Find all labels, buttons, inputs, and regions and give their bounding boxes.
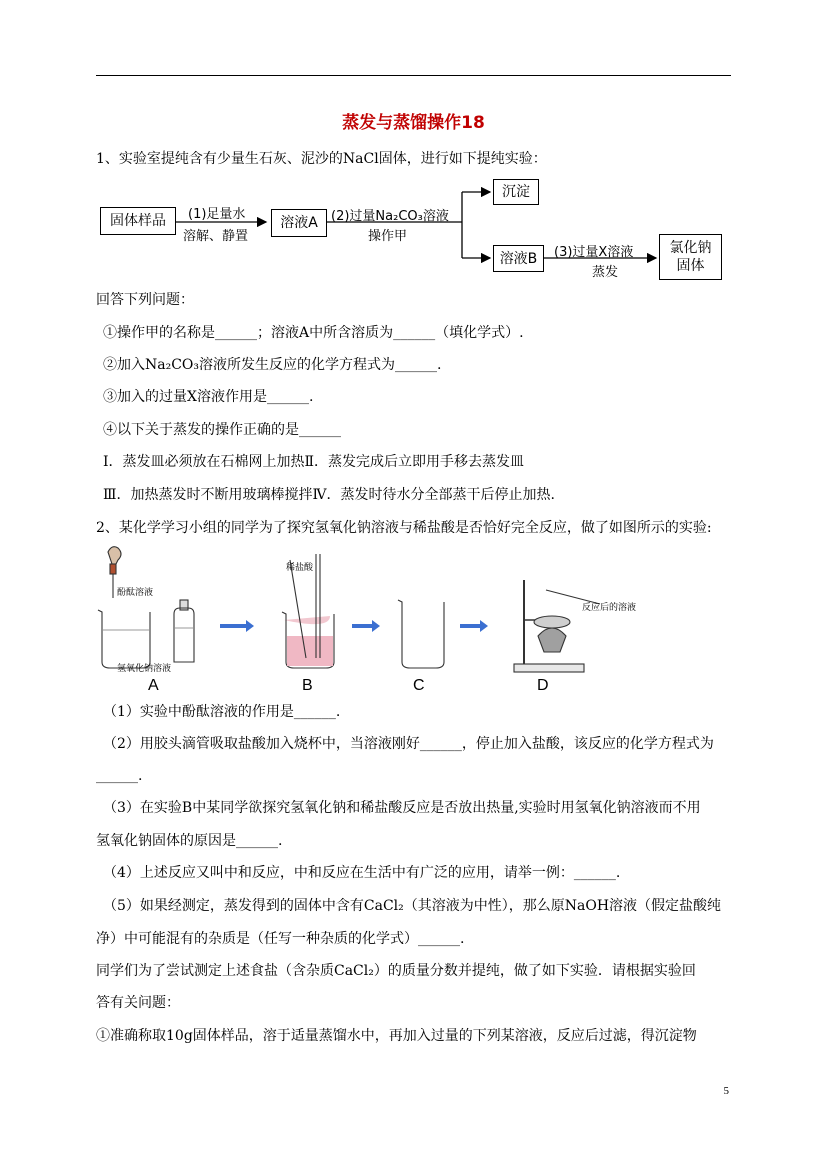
figure-a-beaker: [98, 610, 150, 668]
q2-sub-5b: 净）中可能混有的杂质是（任写一种杂质的化学式）______.: [96, 931, 465, 947]
q2-sub-3b: 氢氧化钠固体的原因是______.: [96, 833, 283, 849]
q1-options-3-4: Ⅲ．加热蒸发时不断用玻璃棒搅拌Ⅳ．蒸发时待水分全部蒸干后停止加热.: [103, 487, 555, 503]
figure-label-naoh: 氢氧化钠溶液: [117, 664, 172, 674]
figure-a-bottle: [174, 600, 194, 662]
q1-options-1-2: Ⅰ．蒸发皿必须放在石棉网上加热Ⅱ．蒸发完成后立即用手移去蒸发皿: [103, 454, 525, 470]
q2-sub-3a: （3）在实验B中某同学欲探究氢氧化钠和稀盐酸反应是否放出热量,实验时用氢氧化钠溶液而不用: [103, 800, 701, 816]
figure-label-b: B: [302, 677, 313, 694]
arrow-c-to-d: [460, 620, 488, 632]
flow-box-sample: 固体样品: [100, 207, 176, 235]
q2-para-1: 同学们为了尝试测定上述食盐（含杂质CaCl₂）的质量分数并提纯，做了如下实验．请根据实验回: [96, 963, 696, 979]
flow-step3-top: (3)过量X溶液: [554, 245, 634, 260]
q2-intro: 2、某化学学习小组的同学为了探究氢氧化钠溶液与稀盐酸是否恰好完全反应，做了如图所示的实验:: [96, 520, 712, 536]
page-number: 5: [723, 1085, 729, 1097]
figure-d-stand: [514, 580, 600, 672]
q2-sub-4: （4）上述反应又叫中和反应，中和反应在生活中有广泛的应用，请举一例：______.: [103, 865, 621, 881]
q1-answer-intro: 回答下列问题：: [96, 292, 194, 308]
q1-question-1: ①操作甲的名称是______；溶液A中所含溶质为______（填化学式）.: [103, 325, 524, 341]
flow-box-solution-a: 溶液A: [271, 209, 327, 237]
flow-box-nacl: [659, 234, 722, 280]
flow-box-solution-b: 溶液B: [493, 245, 544, 272]
flow-step3-bottom: 蒸发: [592, 265, 619, 280]
flow-step2-top: (2)过量Na₂CO₃溶液: [331, 209, 449, 224]
arrow-b-to-c: [352, 620, 380, 632]
page-title: 蒸发与蒸馏操作18: [342, 113, 485, 133]
figure-c-beaker: [398, 600, 444, 668]
figure-label-hcl: 稀盐酸: [286, 563, 314, 573]
flow-box-nacl-line1: 氯化钠: [669, 240, 712, 256]
figure-label-d: D: [537, 677, 549, 694]
flow-box-precipitate: 沉淀: [493, 179, 539, 205]
figure-label-phenolphthalein: 酚酞溶液: [117, 588, 154, 598]
arrow-a-to-b: [220, 620, 254, 632]
flow-box-nacl-line2: 固体: [676, 258, 705, 274]
figure-label-after: 反应后的溶液: [582, 603, 637, 613]
q1-question-4: ④以下关于蒸发的操作正确的是______: [103, 422, 341, 438]
q2-sub-2a: （2）用胶头滴管吸取盐酸加入烧杯中，当溶液刚好______，停止加入盐酸，该反应的化学方程式为: [103, 736, 714, 752]
q2-para-3: ①准确称取10g固体样品，溶于适量蒸馏水中，再加入过量的下列某溶液，反应后过滤，得沉淀物: [96, 1028, 697, 1044]
q1-intro: 1、实验室提纯含有少量生石灰、泥沙的NaCl固体，进行如下提纯实验：: [96, 151, 547, 167]
figure-label-c: C: [413, 677, 425, 694]
q2-para-2: 答有关问题：: [96, 995, 180, 1011]
q2-sub-5a: （5）如果经测定，蒸发得到的固体中含有CaCl₂（其溶液为中性），那么原NaOH溶液（假定盐酸纯: [103, 898, 722, 914]
figure-label-a: A: [148, 677, 159, 694]
q1-question-2: ②加入Na₂CO₃溶液所发生反应的化学方程式为______.: [103, 357, 442, 373]
q2-sub-1: （1）实验中酚酞溶液的作用是______.: [103, 704, 341, 720]
flow-step2-bottom: 操作甲: [368, 229, 408, 244]
experiment-figure: [0, 540, 827, 700]
q1-question-3: ③加入的过量X溶液作用是______.: [103, 389, 314, 405]
flow-step1-bottom: 溶解、静置: [183, 229, 249, 244]
q2-sub-2b: ______.: [96, 768, 143, 784]
flow-step1-top: (1)足量水: [188, 207, 246, 222]
